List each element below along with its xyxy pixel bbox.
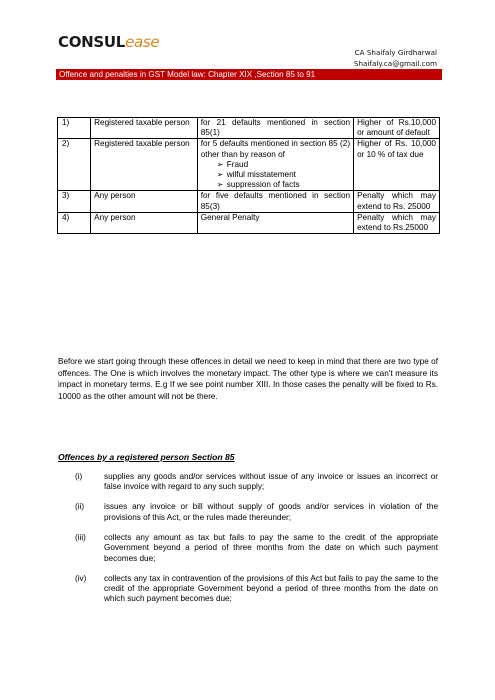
intro-paragraph: Before we start going through these offences in detail we need to keep in mind that there are two type of offences. The One is which involves the monetary impact. The other type is where we can't measure its impact in monetary terms. E.g If we see point number XIII. In those cases the penalty will be fixed to Rs. 10000 as the other amount will not be there. [58,357,438,401]
title-banner: Offence and penalties in GST Model law: Chapter XIX ,Section 85 to 91 [56,69,442,80]
default-text: for 5 defaults mentioned in section 85 (2) other than by reason of [200,139,351,159]
penalty-cell: Higher of Rs.10,000 or amount of default [354,118,440,139]
table-row [58,139,440,191]
penalty-cell: Penalty which may extend to Rs.25000 [354,212,440,233]
default-cell: for five defaults mentioned in section 85(3) [197,191,353,212]
logo-main-text: CONSUL [58,33,126,51]
offences-list [58,472,438,614]
default-cell [197,139,353,191]
list-item [58,502,438,523]
row-number: 1) [58,118,91,139]
item-number: (iv) [75,573,87,583]
reasons-list [201,160,350,191]
offender-cell: Any person [91,191,198,212]
author-block [354,47,437,69]
row-number: 4) [58,212,91,233]
list-item: ➢ suppression of facts [216,180,300,190]
default-cell: for 21 defaults mentioned in section 85(1) [197,118,353,139]
item-text: collects any amount as tax but fails to pay the same to the credit of the appropriate Government beyond a period of three months from the date on which such payment becomes due; [104,532,438,563]
logo-accent-text: ease [125,33,160,51]
row-number: 2) [58,139,91,191]
author-email: Shaifaly.ca@gmail.com [353,59,437,68]
item-number: (i) [75,472,83,481]
arrow-bullet-icon: ➢ [216,159,224,169]
table-row [58,191,440,212]
item-text: collects any tax in contravention of the provisions of this Act but fails to pay the same to the credit of the appropriate Government beyond a period of three months from the date on which such payment becomes due; [104,573,438,604]
list-item: ➢ wilful misstatement [216,170,296,180]
item-number: (iii) [75,532,86,542]
section-heading: Offences by a registered person Section 85 [58,452,235,462]
item-text: supplies any goods and/or services without issue of any invoice or issues an incorrect or false invoice with regard to any such supply; [104,472,438,492]
offender-cell: Registered taxable person [91,139,198,191]
list-item [58,574,438,605]
list-item [58,533,438,564]
item-text: issues any invoice or bill without supply of goods and/or services in violation of the provisions of this Act, or the rules made thereunder; [104,502,438,522]
table-row [58,212,440,233]
arrow-bullet-icon: ➢ [216,180,224,190]
penalty-cell: Higher of Rs. 10,000 or 10 % of tax due [354,139,440,191]
list-item: ➢ Fraud [216,159,249,169]
list-item [58,472,438,493]
offender-cell: Any person [91,212,198,233]
arrow-bullet-icon: ➢ [216,170,224,180]
offender-cell: Registered taxable person [91,118,198,139]
author-name: CA Shaifaly Girdharwal [354,48,437,57]
table-row [58,118,440,139]
item-number: (ii) [75,502,85,512]
penalty-cell: Penalty which may extend to Rs. 25000 [354,191,440,212]
consulease-logo [58,33,159,51]
default-cell: General Penalty [197,212,353,233]
penalty-table [57,117,440,234]
row-number: 3) [58,191,91,212]
